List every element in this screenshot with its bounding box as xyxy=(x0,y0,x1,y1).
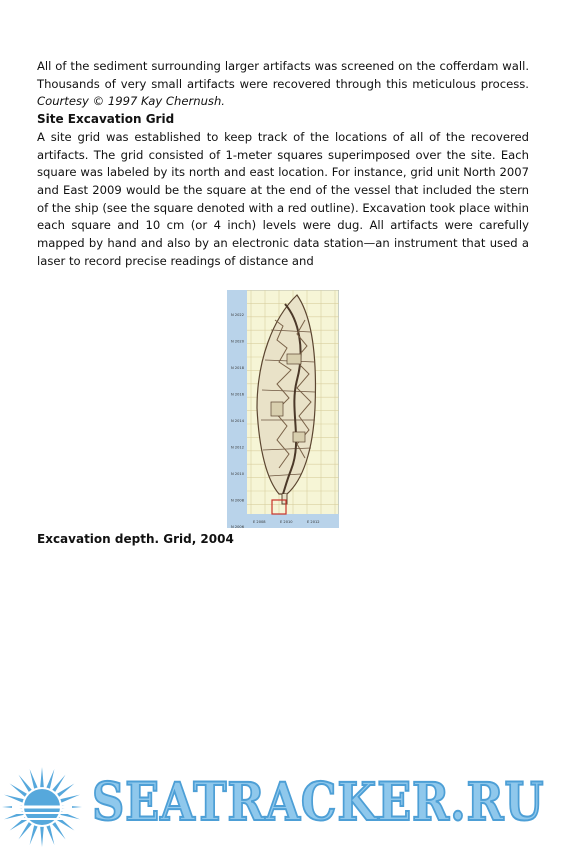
document-body xyxy=(37,58,529,270)
sun-ray xyxy=(30,769,38,789)
north-label: N 2008 xyxy=(231,498,244,503)
east-label: E 2010 xyxy=(280,520,293,524)
left-label-band xyxy=(227,290,247,528)
sun-ray xyxy=(46,769,54,789)
sun-ray xyxy=(10,784,27,797)
east-label: E 2012 xyxy=(307,520,320,524)
watermark-text: SEATRACKER.RU xyxy=(92,772,545,833)
north-label: N 2020 xyxy=(231,339,244,344)
east-axis-labels xyxy=(253,520,320,524)
figure-caption: Excavation depth. Grid, 2004 xyxy=(37,532,234,546)
north-label: N 2022 xyxy=(231,313,244,317)
north-label: N 2018 xyxy=(231,366,244,370)
sediment-paragraph xyxy=(37,58,529,111)
sun-ray xyxy=(57,784,74,797)
sun-ray xyxy=(4,795,24,803)
north-label: N 2012 xyxy=(231,445,244,450)
sediment-text: All of the sediment surrounding larger artifacts was screened on the cofferdam wall. Thousands of very small artifacts were recovered through this meticulous process. xyxy=(37,59,529,91)
site-grid-plan xyxy=(227,290,339,528)
east-label: E 2008 xyxy=(253,520,266,524)
sun-ray xyxy=(52,775,65,792)
sun-ray xyxy=(40,827,44,847)
sun-ray xyxy=(60,795,80,803)
north-label: N 2006 xyxy=(231,525,244,528)
sun-ray xyxy=(40,767,44,787)
section-heading: Site Excavation Grid xyxy=(37,112,175,127)
north-label: N 2014 xyxy=(231,419,244,423)
north-label: N 2010 xyxy=(231,472,244,476)
north-label: N 2016 xyxy=(231,392,244,397)
sun-ray xyxy=(52,822,65,839)
site-grid-figure xyxy=(227,290,339,528)
site-grid-paragraph: A site grid was established to keep track of the locations of all of the recovered artifacts. The grid consisted of 1-meter squares superimposed over the site. Each square was labeled by its north and east location. For instance, grid unit North 2007 and East 2009 would be the square at the end of the vessel that included the stern of the ship (see the square denoted with a red outline). Excavation took place within each square and 10 cm (or 4 inch) levels were dug. All artifacts were carefully mapped by hand and also by an electronic data station—an instrument that used a laser to record precise readings of distance and xyxy=(37,129,529,268)
sun-ray xyxy=(19,822,32,839)
photo-credit: Courtesy © 1997 Kay Chernush. xyxy=(37,94,225,109)
sun-ray xyxy=(46,825,54,845)
sun-icon xyxy=(0,765,90,850)
sun-ray xyxy=(19,775,32,792)
site-watermark xyxy=(0,765,566,850)
sun-ray xyxy=(30,825,38,845)
